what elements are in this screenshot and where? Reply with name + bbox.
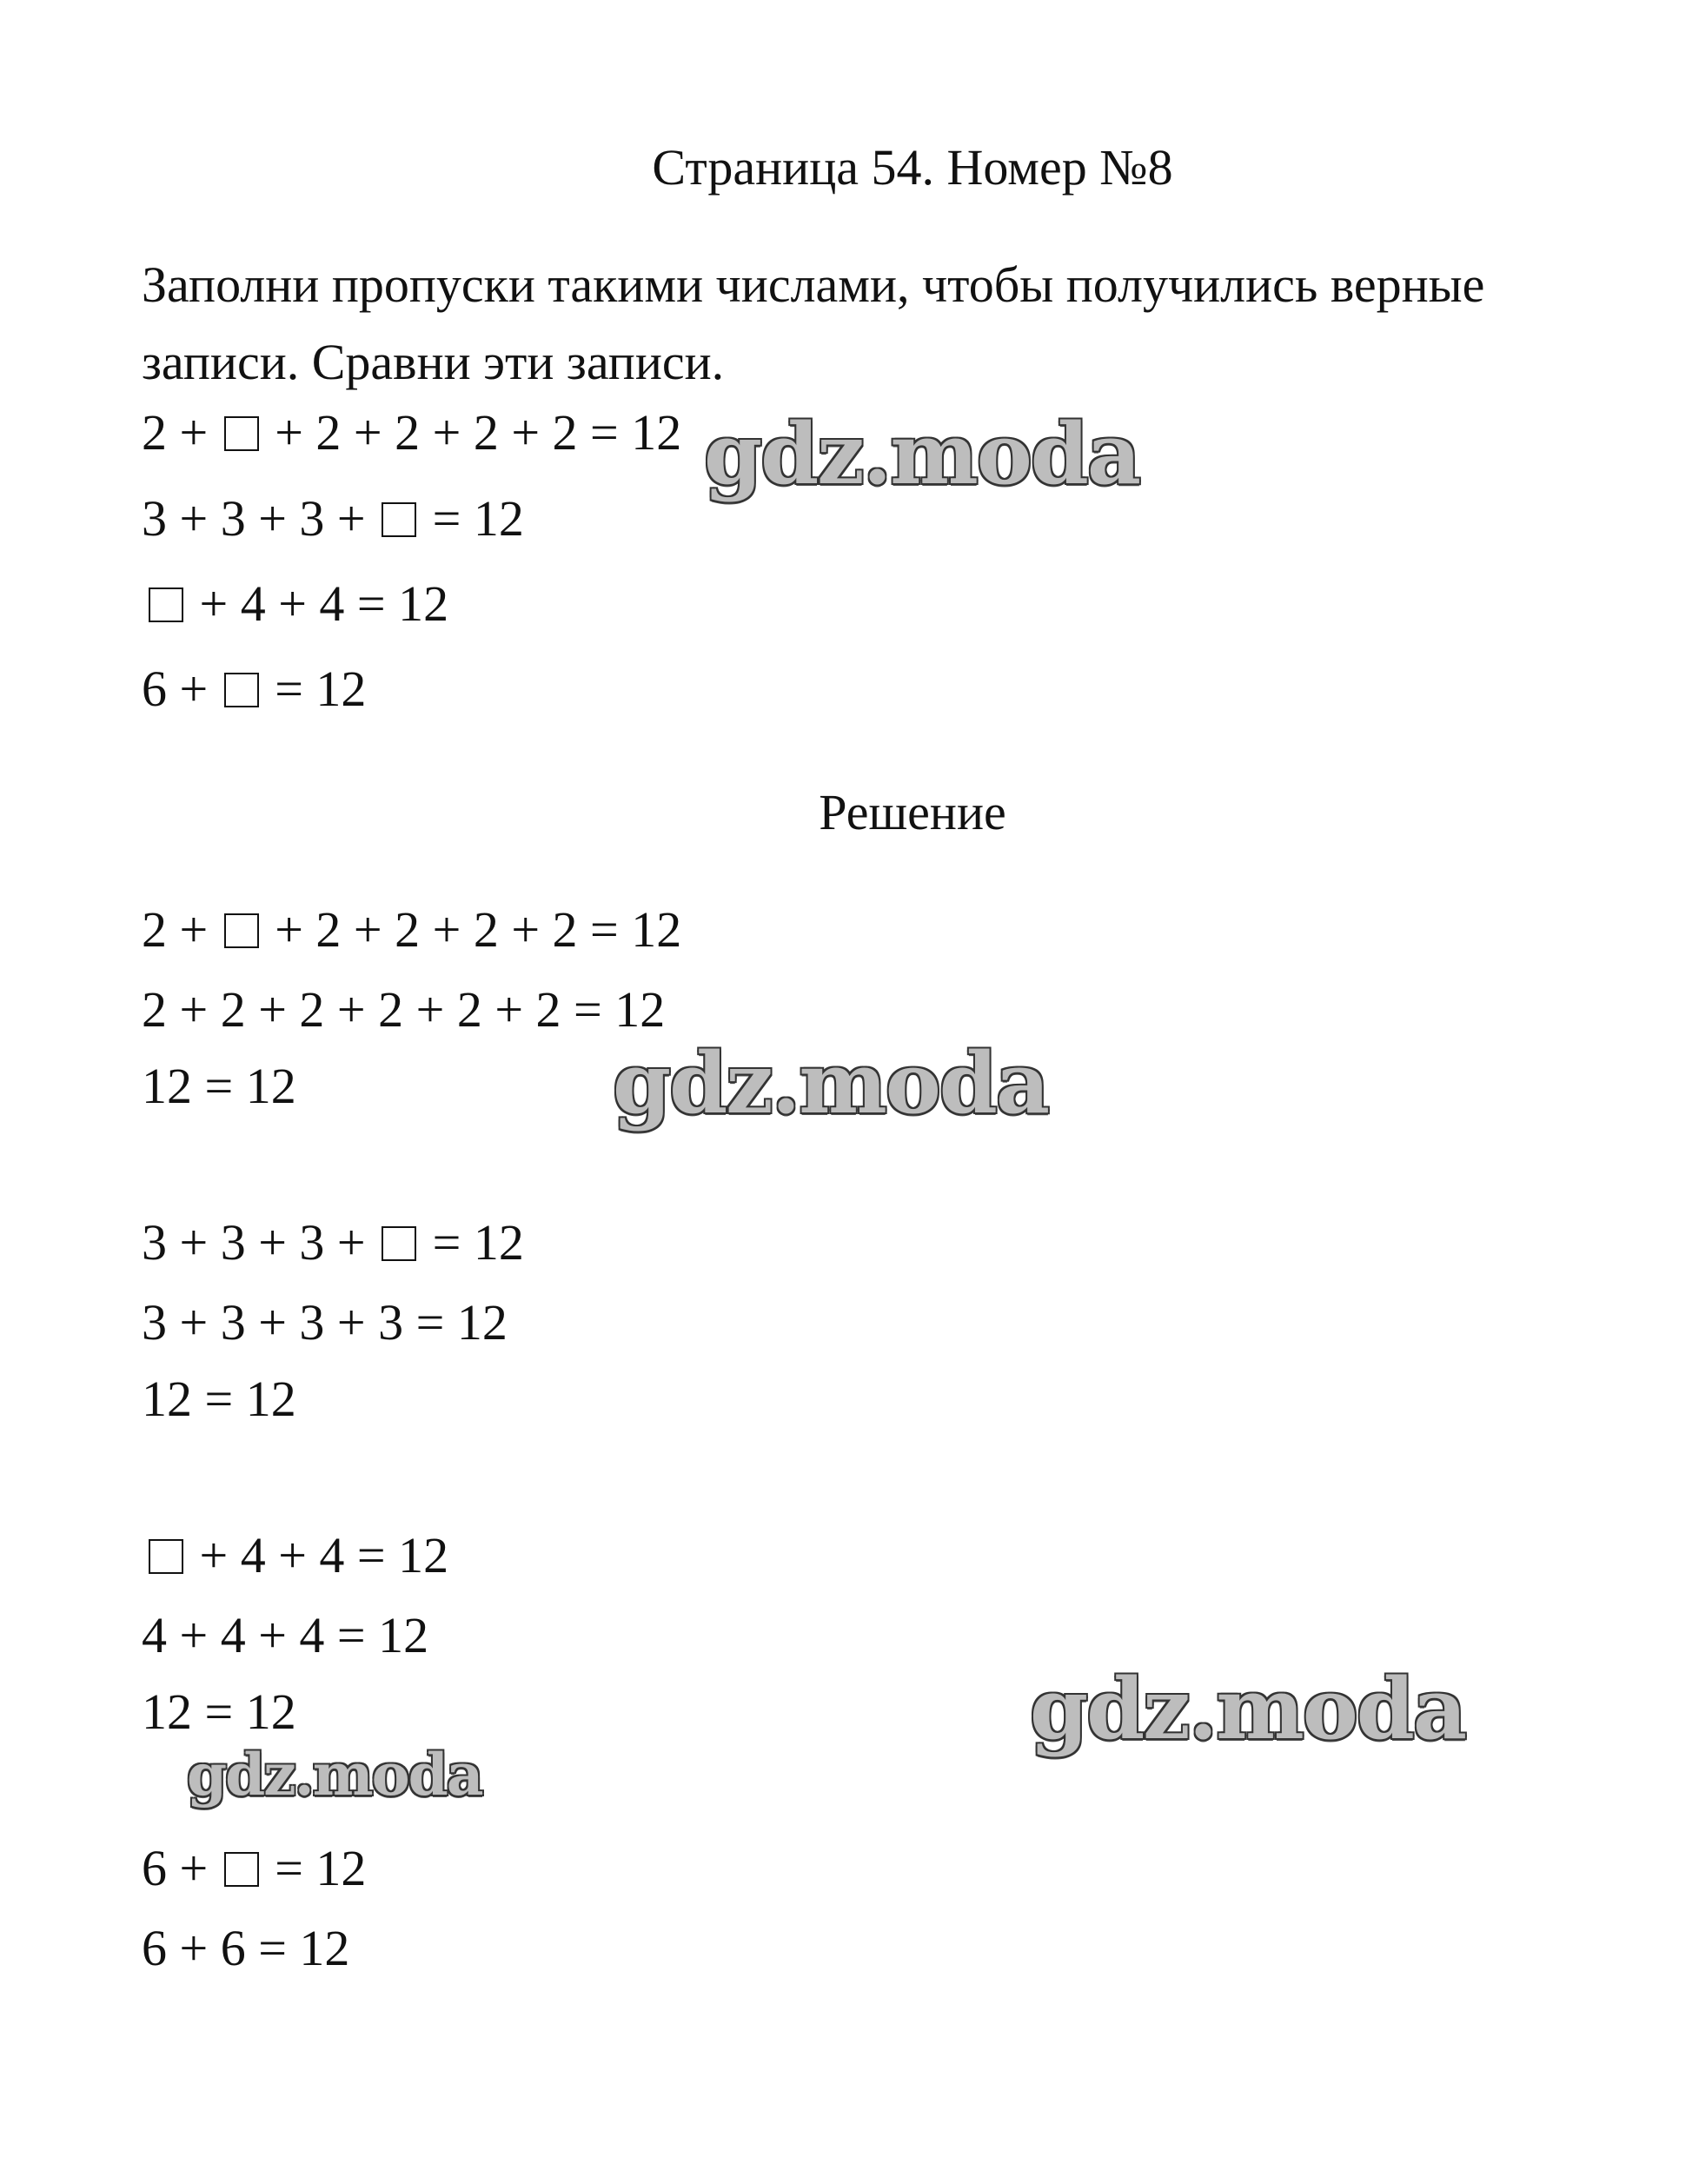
page-title: Страница 54. Номер №8 (652, 139, 1173, 196)
equation-part-after: + 4 + 4 = 12 (199, 575, 449, 632)
equation-part-after: = 12 (275, 661, 367, 717)
solution-filled-3: 4 + 4 + 4 = 12 (142, 1607, 429, 1663)
watermark-logo: gdz.moda (187, 1741, 482, 1809)
equation-part-before: 6 + (142, 661, 209, 717)
solution-result-1: 12 = 12 (142, 1058, 296, 1114)
blank-box (224, 1852, 259, 1887)
solution-filled-1: 2 + 2 + 2 + 2 + 2 + 2 = 12 (142, 981, 666, 1038)
watermark-logo: gdz.moda (613, 1034, 1049, 1132)
solution-equation-2 (142, 1212, 524, 1273)
blank-box (149, 1539, 183, 1574)
problem-equation-4 (142, 659, 366, 720)
blank-box (224, 416, 259, 451)
equation-part-before: 3 + 3 + 3 + (142, 490, 366, 547)
equation-part-before: 6 + (142, 1840, 209, 1896)
watermark-logo: gdz.moda (704, 405, 1140, 503)
blank-box (224, 673, 259, 707)
equation-part-after: + 2 + 2 + 2 + 2 = 12 (275, 901, 682, 958)
solution-filled-4: 6 + 6 = 12 (142, 1920, 350, 1976)
solution-result-3: 12 = 12 (142, 1683, 296, 1740)
solution-result-2: 12 = 12 (142, 1371, 296, 1427)
blank-box (382, 1226, 416, 1261)
equation-part-before: 3 + 3 + 3 + (142, 1214, 366, 1271)
solution-equation-1 (142, 899, 681, 960)
watermark-logo: gdz.moda (1030, 1660, 1466, 1758)
solution-heading: Решение (819, 784, 1006, 840)
blank-box (382, 502, 416, 537)
solution-equation-4 (142, 1838, 366, 1899)
solution-equation-3 (142, 1525, 448, 1586)
equation-part-after: = 12 (432, 490, 524, 547)
task-text: Заполни пропуски такими числами, чтобы получились верные записи. Сравни эти записи. (142, 256, 1485, 390)
problem-equation-3 (142, 574, 448, 634)
blank-box (224, 913, 259, 948)
equation-part-after: + 2 + 2 + 2 + 2 = 12 (275, 404, 682, 461)
equation-part-after: + 4 + 4 = 12 (199, 1527, 449, 1583)
equation-part-before: 2 + (142, 901, 209, 958)
problem-equation-2 (142, 488, 524, 549)
solution-filled-2: 3 + 3 + 3 + 3 = 12 (142, 1294, 508, 1351)
equation-part-after: = 12 (275, 1840, 367, 1896)
blank-box (149, 587, 183, 622)
equation-part-after: = 12 (432, 1214, 524, 1271)
problem-equation-1 (142, 402, 681, 463)
equation-part-before: 2 + (142, 404, 209, 461)
